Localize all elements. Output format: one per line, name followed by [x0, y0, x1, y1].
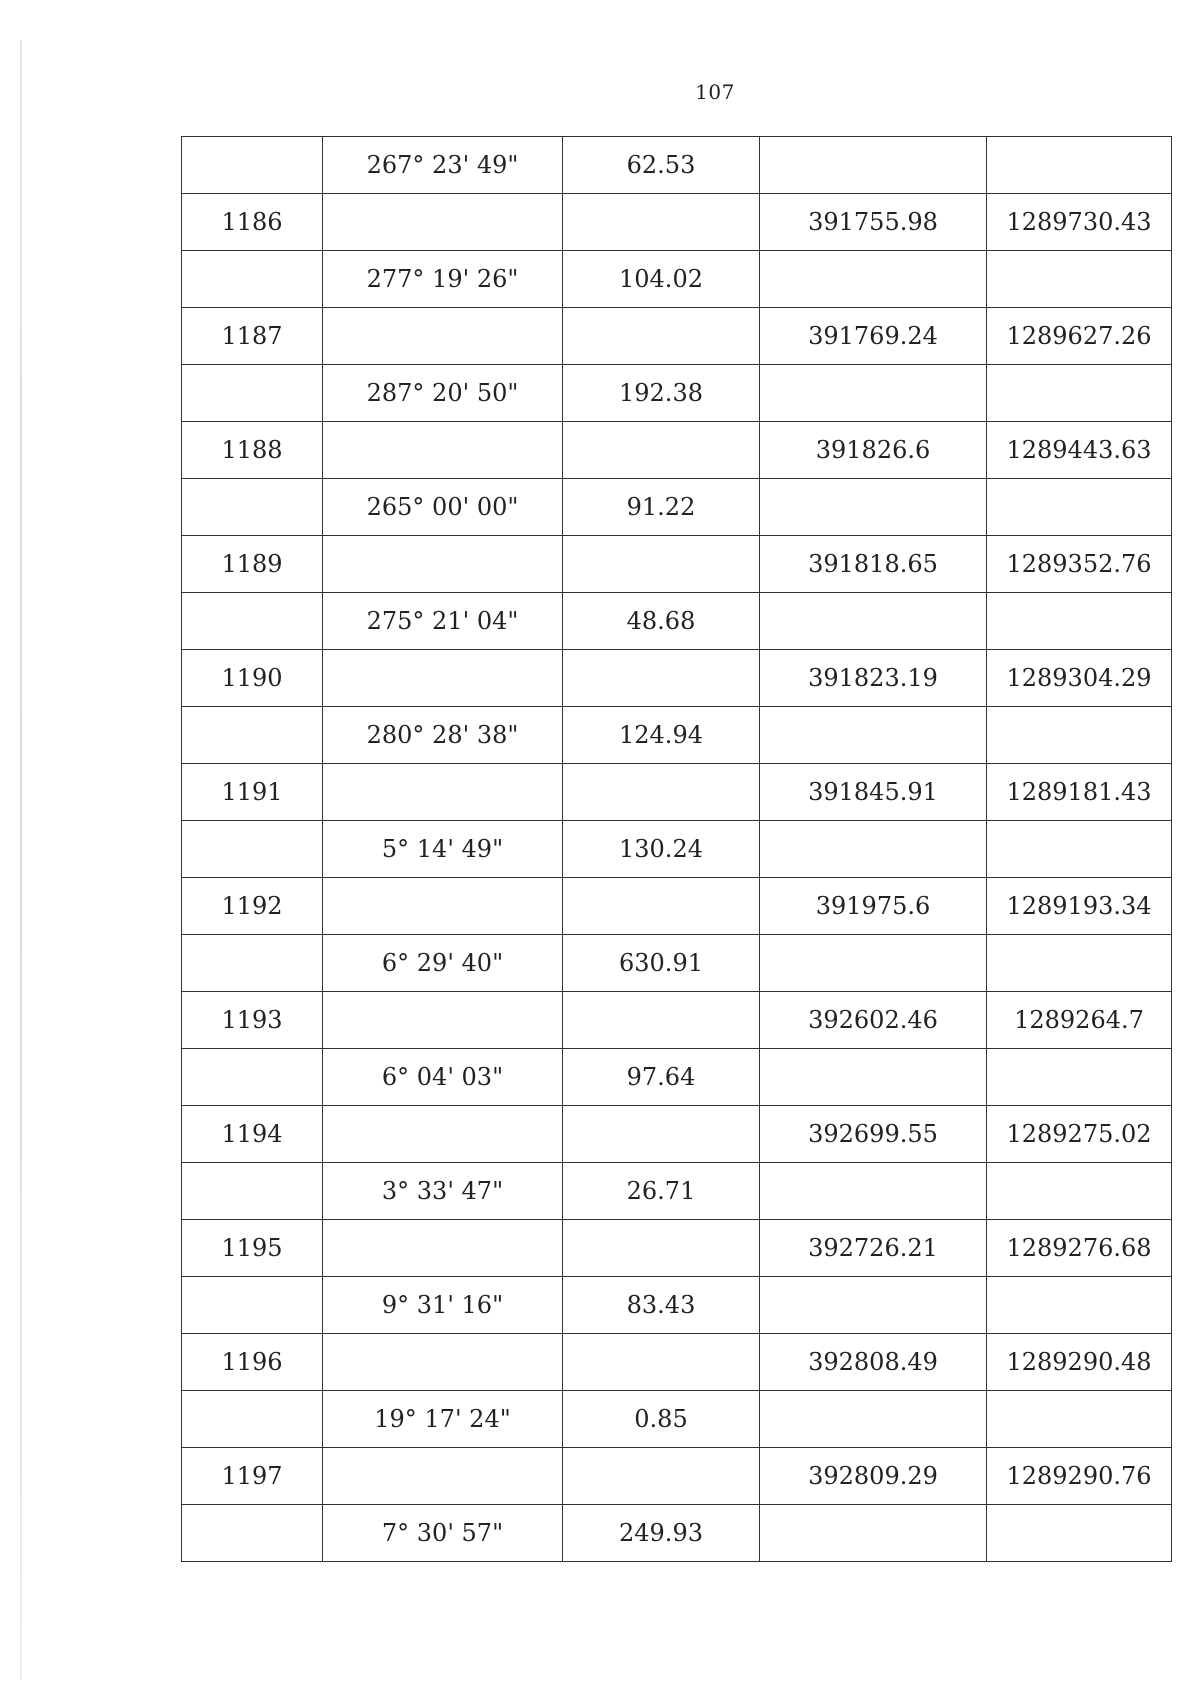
station-cell: [182, 935, 323, 992]
distance-cell: 83.43: [563, 1277, 760, 1334]
bearing-cell: 9° 31' 16": [323, 1277, 563, 1334]
station-cell: 1189: [182, 536, 323, 593]
bearing-cell: 277° 19' 26": [323, 251, 563, 308]
bearing-cell: 19° 17' 24": [323, 1391, 563, 1448]
station-cell: [182, 1163, 323, 1220]
northing-cell: [760, 1049, 987, 1106]
northing-cell: [760, 1391, 987, 1448]
bearing-cell: [323, 1448, 563, 1505]
station-cell: [182, 707, 323, 764]
easting-cell: 1289276.68: [987, 1220, 1172, 1277]
northing-cell: [760, 479, 987, 536]
distance-cell: 249.93: [563, 1505, 760, 1562]
station-cell: [182, 137, 323, 194]
station-cell: 1195: [182, 1220, 323, 1277]
table-row: [182, 251, 1172, 308]
northing-cell: 392699.55: [760, 1106, 987, 1163]
station-cell: 1186: [182, 194, 323, 251]
station-cell: 1192: [182, 878, 323, 935]
scan-edge-shadow: [20, 40, 22, 1680]
distance-cell: 48.68: [563, 593, 760, 650]
northing-cell: 392808.49: [760, 1334, 987, 1391]
easting-cell: [987, 1391, 1172, 1448]
northing-cell: 391755.98: [760, 194, 987, 251]
northing-cell: 392602.46: [760, 992, 987, 1049]
bearing-cell: [323, 422, 563, 479]
bearing-cell: [323, 1334, 563, 1391]
easting-cell: [987, 1277, 1172, 1334]
easting-cell: [987, 935, 1172, 992]
station-cell: 1194: [182, 1106, 323, 1163]
easting-cell: [987, 1049, 1172, 1106]
distance-cell: 91.22: [563, 479, 760, 536]
station-cell: [182, 821, 323, 878]
easting-cell: 1289275.02: [987, 1106, 1172, 1163]
easting-cell: 1289290.48: [987, 1334, 1172, 1391]
distance-cell: [563, 194, 760, 251]
station-cell: 1196: [182, 1334, 323, 1391]
northing-cell: [760, 1277, 987, 1334]
station-cell: [182, 1049, 323, 1106]
distance-cell: 130.24: [563, 821, 760, 878]
easting-cell: 1289290.76: [987, 1448, 1172, 1505]
easting-cell: [987, 593, 1172, 650]
distance-cell: [563, 536, 760, 593]
distance-cell: [563, 1448, 760, 1505]
station-cell: [182, 1391, 323, 1448]
northing-cell: [760, 593, 987, 650]
station-cell: [182, 593, 323, 650]
table-row: [182, 992, 1172, 1049]
station-cell: [182, 251, 323, 308]
bearing-cell: 7° 30' 57": [323, 1505, 563, 1562]
northing-cell: 391845.91: [760, 764, 987, 821]
distance-cell: 97.64: [563, 1049, 760, 1106]
bearing-cell: 5° 14' 49": [323, 821, 563, 878]
table-row: [182, 194, 1172, 251]
northing-cell: [760, 1505, 987, 1562]
table-row: [182, 1106, 1172, 1163]
easting-cell: 1289304.29: [987, 650, 1172, 707]
northing-cell: 391823.19: [760, 650, 987, 707]
table-row: [182, 878, 1172, 935]
station-cell: [182, 1505, 323, 1562]
table-row: [182, 422, 1172, 479]
table-row: [182, 1448, 1172, 1505]
distance-cell: [563, 992, 760, 1049]
distance-cell: 62.53: [563, 137, 760, 194]
easting-cell: 1289443.63: [987, 422, 1172, 479]
survey-coordinates-table: [181, 136, 1172, 1562]
easting-cell: [987, 365, 1172, 422]
northing-cell: [760, 365, 987, 422]
distance-cell: 26.71: [563, 1163, 760, 1220]
station-cell: [182, 1277, 323, 1334]
easting-cell: [987, 1505, 1172, 1562]
distance-cell: 192.38: [563, 365, 760, 422]
table-row: [182, 137, 1172, 194]
bearing-cell: 265° 00' 00": [323, 479, 563, 536]
distance-cell: [563, 1334, 760, 1391]
easting-cell: 1289181.43: [987, 764, 1172, 821]
station-cell: 1187: [182, 308, 323, 365]
table-row: [182, 1049, 1172, 1106]
bearing-cell: 3° 33' 47": [323, 1163, 563, 1220]
table-row: [182, 365, 1172, 422]
station-cell: 1191: [182, 764, 323, 821]
bearing-cell: 6° 04' 03": [323, 1049, 563, 1106]
distance-cell: [563, 422, 760, 479]
bearing-cell: 6° 29' 40": [323, 935, 563, 992]
page-number: 107: [695, 80, 735, 104]
bearing-cell: [323, 992, 563, 1049]
table-row: [182, 1220, 1172, 1277]
easting-cell: [987, 137, 1172, 194]
distance-cell: [563, 764, 760, 821]
northing-cell: 391826.6: [760, 422, 987, 479]
table-row: [182, 536, 1172, 593]
bearing-cell: [323, 1106, 563, 1163]
northing-cell: [760, 821, 987, 878]
station-cell: 1197: [182, 1448, 323, 1505]
bearing-cell: [323, 650, 563, 707]
easting-cell: [987, 479, 1172, 536]
distance-cell: [563, 878, 760, 935]
northing-cell: [760, 1163, 987, 1220]
easting-cell: [987, 251, 1172, 308]
bearing-cell: [323, 308, 563, 365]
table-row: [182, 1277, 1172, 1334]
northing-cell: 392726.21: [760, 1220, 987, 1277]
easting-cell: 1289730.43: [987, 194, 1172, 251]
station-cell: [182, 479, 323, 536]
bearing-cell: 280° 28' 38": [323, 707, 563, 764]
table-row: [182, 1163, 1172, 1220]
northing-cell: [760, 137, 987, 194]
northing-cell: 391818.65: [760, 536, 987, 593]
bearing-cell: 267° 23' 49": [323, 137, 563, 194]
bearing-cell: 287° 20' 50": [323, 365, 563, 422]
table-row: [182, 479, 1172, 536]
distance-cell: [563, 650, 760, 707]
easting-cell: [987, 1163, 1172, 1220]
northing-cell: [760, 935, 987, 992]
northing-cell: 391769.24: [760, 308, 987, 365]
table-row: [182, 935, 1172, 992]
distance-cell: 124.94: [563, 707, 760, 764]
easting-cell: 1289193.34: [987, 878, 1172, 935]
distance-cell: [563, 1106, 760, 1163]
station-cell: 1193: [182, 992, 323, 1049]
bearing-cell: 275° 21' 04": [323, 593, 563, 650]
table-row: [182, 1391, 1172, 1448]
easting-cell: 1289352.76: [987, 536, 1172, 593]
table-row: [182, 593, 1172, 650]
station-cell: 1188: [182, 422, 323, 479]
distance-cell: 0.85: [563, 1391, 760, 1448]
northing-cell: [760, 707, 987, 764]
station-cell: [182, 365, 323, 422]
table-row: [182, 650, 1172, 707]
bearing-cell: [323, 878, 563, 935]
northing-cell: [760, 251, 987, 308]
table-row: [182, 308, 1172, 365]
bearing-cell: [323, 1220, 563, 1277]
table-row: [182, 821, 1172, 878]
bearing-cell: [323, 536, 563, 593]
table-row: [182, 707, 1172, 764]
bearing-cell: [323, 764, 563, 821]
station-cell: 1190: [182, 650, 323, 707]
northing-cell: 392809.29: [760, 1448, 987, 1505]
easting-cell: 1289264.7: [987, 992, 1172, 1049]
bearing-cell: [323, 194, 563, 251]
distance-cell: 104.02: [563, 251, 760, 308]
distance-cell: 630.91: [563, 935, 760, 992]
distance-cell: [563, 1220, 760, 1277]
easting-cell: [987, 821, 1172, 878]
table-row: [182, 1334, 1172, 1391]
easting-cell: 1289627.26: [987, 308, 1172, 365]
table-row: [182, 764, 1172, 821]
table-body: [182, 137, 1172, 1562]
table-row: [182, 1505, 1172, 1562]
easting-cell: [987, 707, 1172, 764]
distance-cell: [563, 308, 760, 365]
northing-cell: 391975.6: [760, 878, 987, 935]
